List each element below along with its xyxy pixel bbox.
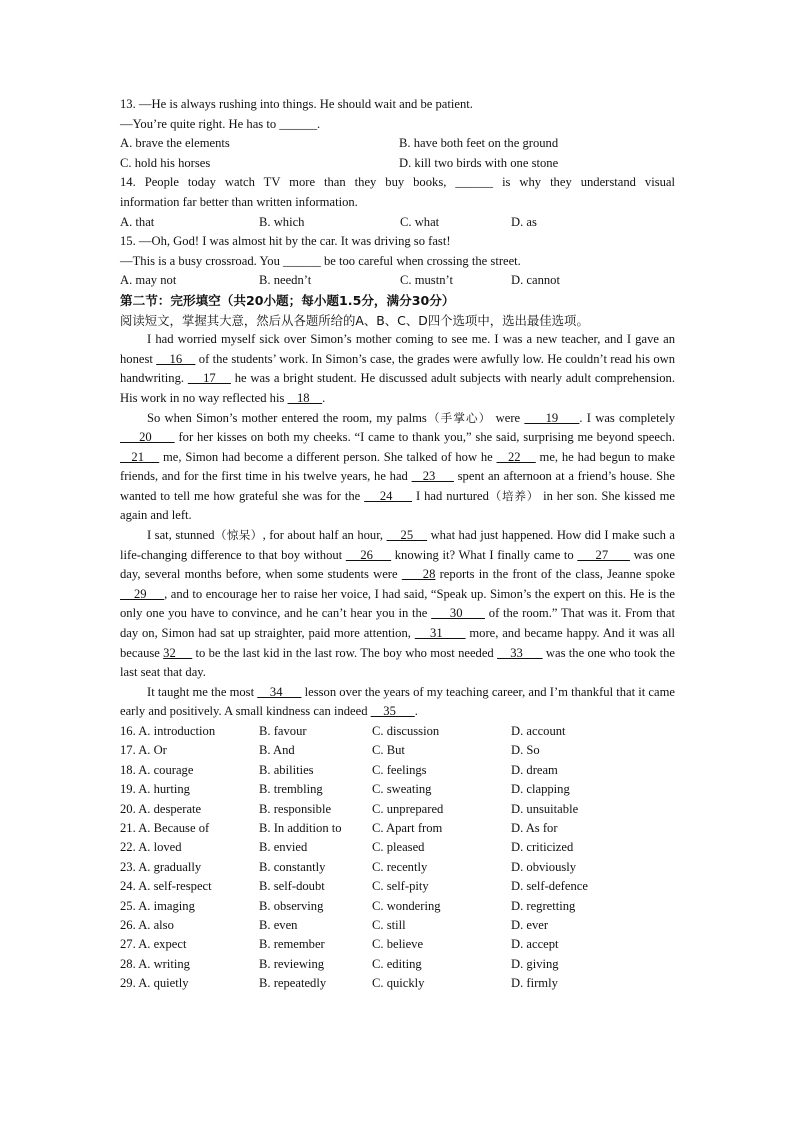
question-14-stem-line-2: information far better than written information. [120,194,358,209]
passage-text: , and to encourage her to raise her voice, I had said, “Speak up. Simon’s the expert on this. He is the only one you have to convince, and he can’t hear you in the [120,586,676,621]
blank-19: 19 [524,410,580,425]
answer-row-22 [120,838,675,857]
option-c: C. hold his horses [120,155,211,170]
answer-row-20 [120,800,675,819]
passage-text: . [322,390,326,405]
blank-32: 32 [163,645,193,660]
option-b: B. abilities [259,762,314,777]
question-15-stem: 15. —Oh, God! I was almost hit by the car. It was driving so fast! [120,234,451,249]
option-b: B. reviewing [259,956,325,971]
section-instruction: 阅读短文，掌握其大意，然后从各题所给的A、B、C、D四个选项中，选出最佳选项。 [120,312,589,328]
option-a: 22. A. loved [120,840,182,855]
question-13-stem: 13. —He is always rushing into things. He should wait and be patient. [120,97,473,111]
option-b: B. And [259,743,295,758]
answer-row-25 [120,897,675,916]
passage-text: was one day, several months before, when some students were [120,547,675,582]
option-d: D. as [511,214,537,229]
blank-35: 35 [370,704,415,719]
passage-paragraph-2 [120,409,675,527]
option-d: D. firmly [511,976,558,991]
answer-row-21 [120,819,675,838]
option-b: B. remember [259,937,325,952]
blank-29: 29 [120,586,165,601]
blank-23: 23 [411,469,454,484]
chinese-gloss: （手掌心） [426,410,492,425]
option-a: 17. A. Or [120,743,167,758]
blank-27: 27 [577,547,630,562]
option-d: D. giving [511,956,559,971]
option-a: A. that [120,214,155,229]
option-b: B. repeatedly [259,976,327,991]
option-b: B. In addition to [259,820,342,835]
option-c: C. recently [372,859,428,874]
answer-row-29 [120,974,675,993]
passage-text: It taught me the most [147,684,258,699]
question-15-options [120,271,675,291]
answer-row-28 [120,955,675,974]
option-a: 24. A. self-respect [120,879,212,894]
passage-text: he was a bright student. He discussed adult subjects with nearly adult comprehension. His work in no way reflected his [120,371,675,405]
option-a: 16. A. introduction [120,724,216,738]
passage-text: was the one who took the last seat that day. [120,645,676,680]
option-c: C. sweating [372,782,432,797]
option-a: 26. A. also [120,917,174,932]
option-c: C. unprepared [372,801,444,816]
option-b: B. favour [259,724,307,738]
option-b: B. even [259,917,298,932]
option-a: 28. A. writing [120,956,190,971]
option-d: D. accept [511,937,559,952]
passage-text: in her son. She kissed me again and left. [120,488,675,523]
option-c: C. But [372,743,405,758]
answer-row-27 [120,935,675,954]
exam-page [120,95,675,993]
option-d: D. unsuitable [511,801,579,816]
option-d: D. clapping [511,782,570,797]
question-13-reply: —You’re quite right. He has to ______. [120,116,321,131]
answer-row-24 [120,877,675,896]
option-c: C. mustn’t [400,273,453,288]
passage-text: to be the last kid in the last row. The boy who most needed [192,645,498,660]
question-13-options-row-2 [120,154,675,174]
passage-text: I had nurtured [412,488,489,503]
option-a: A. brave the elements [120,136,230,151]
question-13-options-row-1 [120,134,675,154]
passage-text: of the students’ work. In Simon’s case, the grades were awfully low. He couldn’t read his own handwriting. [120,351,676,386]
answer-row-26 [120,916,675,935]
option-d: D. account [511,724,566,738]
option-a: 19. A. hurting [120,782,190,797]
option-a: 25. A. imaging [120,898,195,913]
answer-row-23 [120,858,675,877]
answer-row-17 [120,741,675,760]
blank-24: 24 [364,488,413,503]
option-b: B. have both feet on the ground [399,136,559,151]
passage-text: of the room.” That was it. From that day on, Simon had sat up straighter, paid more attention, [120,606,675,641]
blank-16: 16 [156,351,196,366]
passage-text: . I was completely [579,410,676,425]
passage-text: So when Simon’s mother entered the room, my palms [147,410,427,425]
blank-34: 34 [257,684,302,699]
option-b: B. responsible [259,801,332,816]
blank-26: 26 [345,547,392,562]
section-title: 第二节：完形填空（共20小题；每小题1.5分，满分30分） [120,292,455,308]
option-d: D. kill two birds with one stone [399,155,559,170]
passage-paragraph-3 [120,526,675,683]
option-c: C. pleased [372,840,425,855]
answer-row-16 [120,722,675,741]
option-d: D. obviously [511,859,577,874]
passage-text: knowing it? What I finally came to [391,547,578,562]
chinese-gloss: （培养） [488,488,540,503]
answer-row-18 [120,761,675,780]
option-d: D. As for [511,820,558,835]
option-d: D. So [511,743,540,758]
option-c: C. wondering [372,898,441,913]
option-d: D. dream [511,762,558,777]
passage-paragraph-1 [120,330,675,408]
passage-text: more, and became happy. And it was all because [120,626,676,660]
blank-28: 28 [401,567,436,582]
passage-text: what had just happened. How did I make such a life-changing difference to that boy without [120,528,675,562]
option-d: D. regretting [511,898,576,913]
option-a: 23. A. gradually [120,859,202,874]
option-c: C. still [372,917,406,932]
passage-text: me, he had begun to make friends, and for the first time in his twelve years, he had [120,449,675,484]
passage-paragraph-4 [120,683,675,722]
passage-text: I sat, stunned [147,528,215,543]
passage-text: lesson over the years of my teaching career, and I’m thankful that it came early and positively. A small kindness can indeed [120,684,675,719]
blank-33: 33 [497,645,543,660]
option-b: B. which [259,214,305,229]
option-c: C. Apart from [372,820,443,835]
answer-options-list [120,722,675,993]
blank-21: 21 [120,449,160,464]
passage-text: . [414,704,418,719]
passage-text: me, Simon had become a different person. She talked of how he [159,449,497,464]
chinese-gloss: （惊呆） [214,528,263,543]
option-d: D. self-defence [511,879,588,894]
passage-text: , for about half an hour, [262,528,387,543]
question-14-stem-line-1: 14. People today watch TV more than they buy books, ______ is why they understand visual [120,175,675,190]
option-a: 21. A. Because of [120,820,210,835]
blank-25: 25 [386,528,428,543]
blank-17: 17 [187,371,231,386]
passage-text: I had worried myself sick over Simon’s mother coming to see me. I was a new teacher, and I gave an honest [120,332,675,366]
option-b: B. trembling [259,782,323,797]
passage-text: were [491,410,525,425]
blank-22: 22 [496,449,536,464]
option-c: C. believe [372,937,424,952]
blank-18: 18 [287,390,323,405]
option-b: B. observing [259,898,324,913]
option-a: 29. A. quietly [120,976,189,991]
question-15-reply: —This is a busy crossroad. You ______ be too careful when crossing the street. [120,253,521,268]
option-c: C. quickly [372,976,425,991]
option-b: B. self-doubt [259,879,325,894]
blank-30: 30 [431,606,486,621]
option-a: 20. A. desperate [120,801,202,816]
blank-31: 31 [414,626,466,641]
passage-text: reports in the front of the class, Jeanne spoke [435,567,675,582]
option-c: C. feelings [372,762,427,777]
option-b: B. needn’t [259,273,312,288]
option-c: C. editing [372,956,422,971]
option-b: B. constantly [259,859,326,874]
passage-text: spent an afternoon at a friend’s house. She wanted to tell me how grateful she was for the [120,469,676,503]
option-c: C. what [400,214,440,229]
blank-20: 20 [120,430,175,445]
option-d: D. cannot [511,273,560,288]
option-b: B. envied [259,840,308,855]
question-14-options [120,213,675,233]
option-d: D. ever [511,917,549,932]
option-a: A. may not [120,273,177,288]
option-c: C. discussion [372,724,440,738]
passage-text: for her kisses on both my cheeks. “I came to thank you,” she said, surprising me beyond speech. [174,430,675,445]
option-a: 18. A. courage [120,762,194,777]
answer-row-19 [120,780,675,799]
option-d: D. criticized [511,840,574,855]
option-a: 27. A. expect [120,937,187,952]
option-c: C. self-pity [372,879,429,894]
